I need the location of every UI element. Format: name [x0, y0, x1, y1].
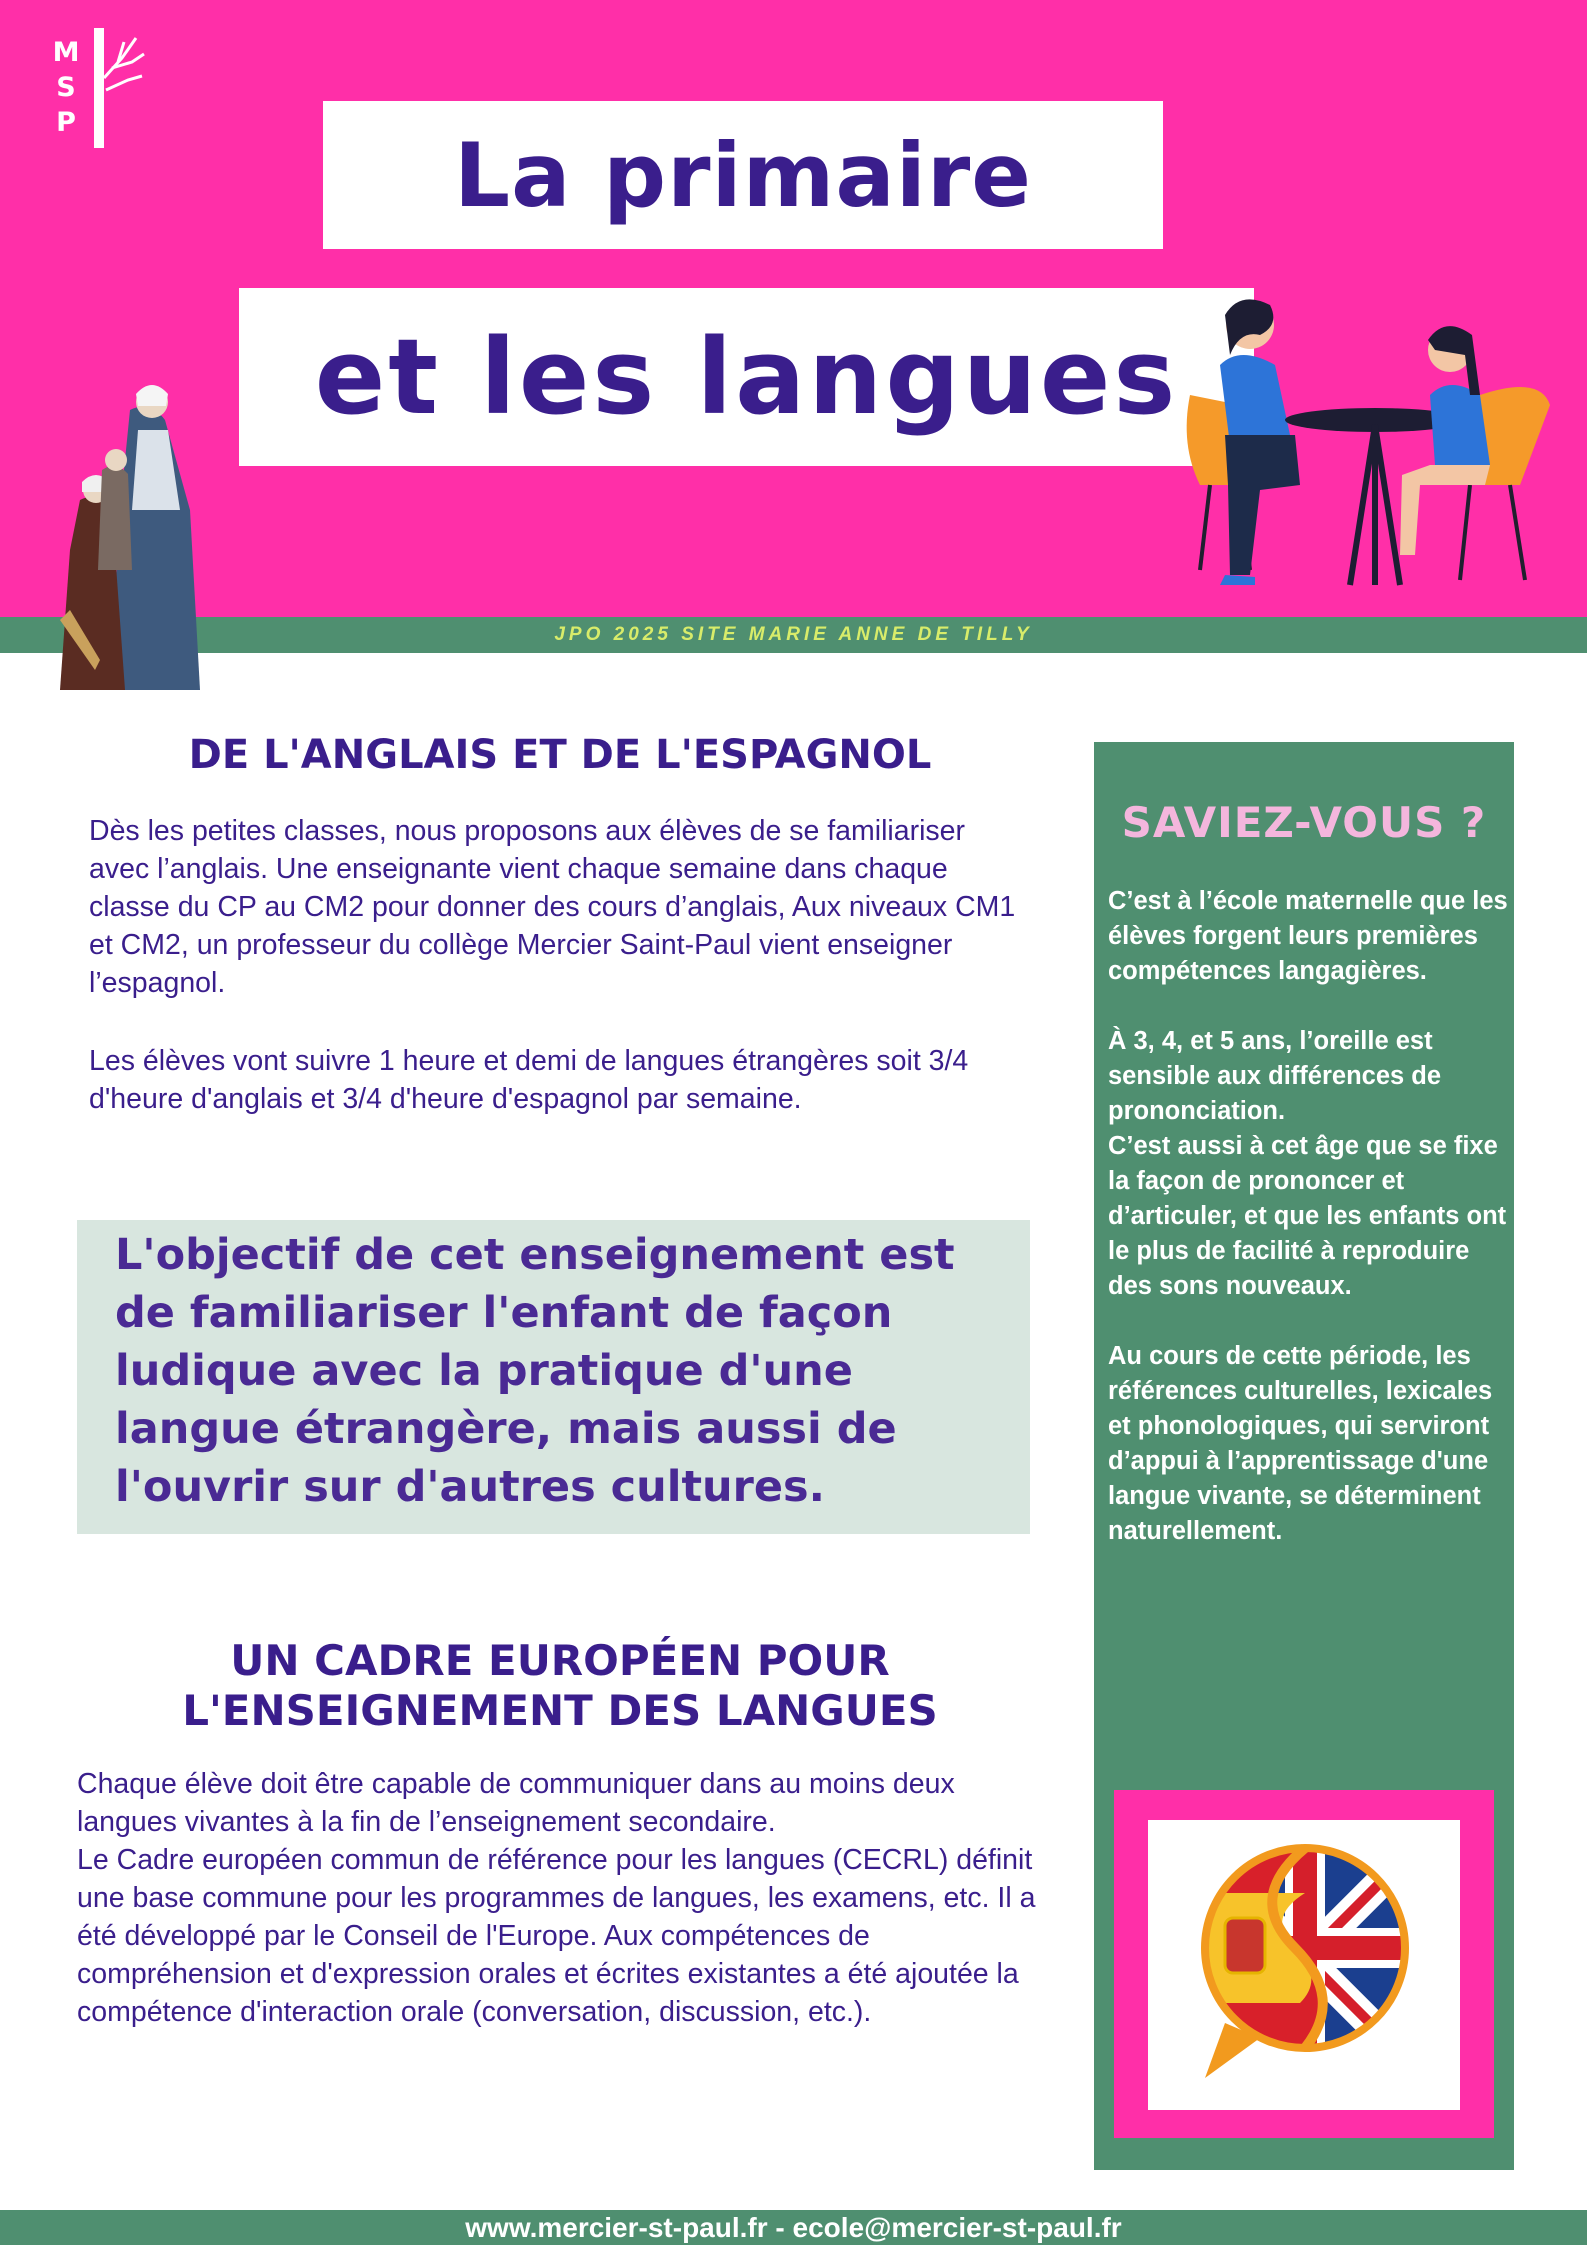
logo-letter-p: P — [56, 107, 76, 138]
section1-paragraph-2: Les élèves vont suivre 1 heure et demi de langues étrangères soit 3/4 d'heure d'anglais et 3/4 d'heure d'espagnol par semaine. — [89, 1045, 969, 1115]
info-band-text: JPO 2025 SITE MARIE ANNE DE TILLY — [554, 624, 1033, 645]
objective-quote: L'objectif de cet enseignement est de familiariser l'enfant de façon ludique avec la pratique d'une langue étrangère, mais aussi de l'ouvrir sur d'autres cultures. — [115, 1230, 955, 1512]
logo-letter-s: S — [56, 72, 76, 103]
section-heading-english-spanish: DE L'ANGLAIS ET DE L'ESPAGNOL — [188, 732, 932, 778]
footer-contact[interactable]: www.mercier-st-paul.fr - ecole@mercier-st-paul.fr — [465, 2212, 1122, 2243]
title-line-1: La primaire — [323, 101, 1163, 249]
sidebar-text: C’est à l’école maternelle que les élèves forgent leurs premières compétences langagières. À 3, 4, et 5 ans, l’oreille est sensible aux différences de prononciation. C’est aussi à cet âge que se fixe la façon de prononcer et d’articuler, et que les enfants ont le plus de facilité à reproduire des sons nouveaux. Au cours de cette période, les références culturelles, lexicales et phonologiques, qui serviront d’appui à l’apprentissage d'une langue vivante, se déterminent naturellement. — [1108, 887, 1508, 1545]
sidebar-title: SAVIEZ-VOUS ? — [1121, 798, 1487, 847]
section1-paragraph-1: Dès les petites classes, nous proposons aux élèves de se familiariser avec l’anglais. Une enseignante vient chaque semaine dans chaque classe du CP au CM2 pour donner des cours d’anglais, Aux niveaux CM1 et CM2, un professeur du collège Mercier Saint-Paul vient enseigner l’espagnol. — [89, 815, 1016, 999]
section2-paragraph: Chaque élève doit être capable de communiquer dans au moins deux langues vivantes à la fin de l’enseignement secondaire. Le Cadre européen commun de référence pour les langues (CECRL) définit une base commune pour les programmes de langues, les examens, etc. Il a été développé par le Conseil de l'Europe. Aux compétences de compréhension et d'expression orales et écrites existantes a été ajoutée la compétence d'interaction orale (conversation, discussion, etc.). — [77, 1768, 1036, 2028]
spain-uk-flag-icon — [1185, 1838, 1425, 2088]
title-line-2: et les langues — [239, 288, 1254, 466]
logo-tree-branches-icon — [102, 28, 146, 108]
school-logo — [52, 28, 144, 148]
logo-letter-m: M — [52, 37, 80, 68]
section-heading-european-framework: UN CADRE EUROPÉEN POUR L'ENSEIGNEMENT DES LANGUES — [182, 1636, 938, 1735]
historical-figures-illustration — [40, 370, 230, 710]
teacher-child-illustration — [1180, 285, 1560, 605]
